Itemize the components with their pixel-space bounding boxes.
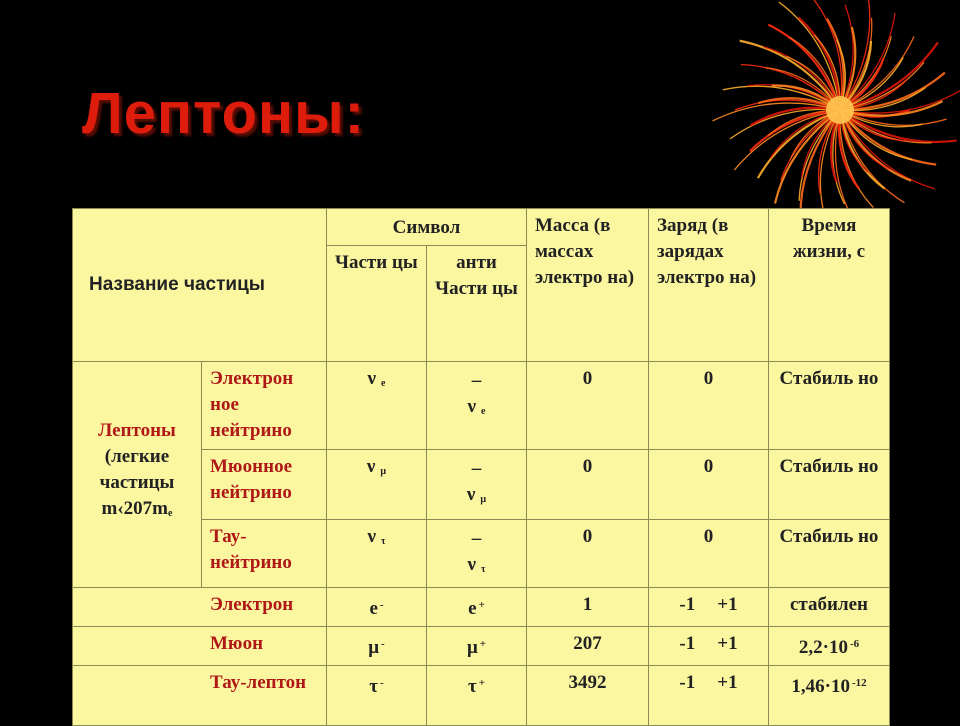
symbol-index: τ: [380, 536, 386, 547]
particle-symbol: [327, 666, 427, 726]
symbol-letter: e: [369, 598, 378, 619]
lifetime-value: [769, 666, 890, 726]
header-lifetime: Время жизни, с: [769, 209, 890, 362]
particle-name: Мюон: [73, 627, 327, 666]
lifetime-exp: -12: [851, 677, 867, 689]
anti-letter: ν: [467, 396, 477, 417]
charge-a: -1: [679, 594, 696, 615]
particle-symbol: [327, 450, 427, 520]
particle-symbol: [327, 362, 427, 450]
anti-letter: τ: [467, 676, 477, 697]
mass-value: 207: [527, 627, 649, 666]
symbol-index: -: [379, 599, 384, 611]
anti-letter: e: [468, 598, 477, 619]
header-charge: Заряд (в зарядах электро на): [649, 209, 769, 362]
anti-letter: ν: [467, 554, 476, 575]
antiparticle-symbol: [427, 450, 527, 520]
lifetime-value: [769, 362, 890, 450]
lifetime-value: [769, 520, 890, 588]
antiparticle-symbol: [427, 362, 527, 450]
anti-letter: ν: [466, 484, 476, 505]
table-row: [73, 362, 890, 450]
lifetime-base: Стабиль но: [779, 456, 879, 477]
lifetime-value: [769, 450, 890, 520]
charge-b: +1: [717, 672, 738, 693]
anti-index: +: [478, 599, 485, 611]
group-name: Лептоны: [98, 420, 176, 441]
lifetime-value: [769, 627, 890, 666]
charge-value: 0: [649, 362, 769, 450]
anti-index: e: [481, 406, 486, 417]
symbol-letter: τ: [369, 676, 379, 697]
antiparticle-symbol: [427, 627, 527, 666]
table-row: [73, 666, 890, 726]
anti-index: +: [478, 677, 486, 689]
symbol-index: e: [381, 378, 386, 389]
header-mass: Масса (в массах электро на): [527, 209, 649, 362]
antiparticle-symbol: [427, 520, 527, 588]
lifetime-base: 1,46·10: [791, 676, 850, 697]
symbol-index: μ: [380, 466, 387, 477]
charge-value: [649, 627, 769, 666]
burst-core: [826, 96, 854, 124]
particle-name: Тау-лептон: [73, 666, 327, 726]
anti-index: τ: [480, 564, 486, 575]
lifetime-exp: -6: [849, 638, 860, 650]
header-particle-name: Название частицы: [73, 209, 327, 362]
lifetime-value: [769, 588, 890, 627]
charge-value: [649, 588, 769, 627]
symbol-letter: ν: [367, 368, 377, 389]
mass-value: 0: [527, 362, 649, 450]
header-antiparticles: анти Части цы: [427, 246, 527, 362]
particle-name: Тау-нейтрино: [202, 520, 327, 588]
slide-title: Лептоны:: [82, 81, 365, 146]
mass-value: 0: [527, 520, 649, 588]
antiparticle-symbol: [427, 588, 527, 627]
header-particles: Части цы: [327, 246, 427, 362]
anti-bar: –: [471, 370, 482, 391]
particle-symbol: [327, 520, 427, 588]
table-row: [73, 627, 890, 666]
particle-symbol: [327, 588, 427, 627]
symbol-letter: ν: [366, 456, 376, 477]
charge-value: 0: [649, 450, 769, 520]
anti-letter: μ: [466, 637, 478, 658]
lifetime-base: стабилен: [790, 594, 868, 615]
charge-value: [649, 666, 769, 726]
table-row: [73, 588, 890, 627]
leptons-table: [72, 208, 890, 726]
group-mass: [81, 496, 193, 527]
particle-name: Электрон: [73, 588, 327, 627]
mass-value: 3492: [527, 666, 649, 726]
anti-bar: –: [471, 528, 482, 549]
group-mass-sub: e: [168, 508, 173, 519]
anti-bar: –: [471, 458, 482, 479]
charge-b: +1: [717, 594, 738, 615]
antiparticle-symbol: [427, 666, 527, 726]
charge-a: -1: [679, 633, 696, 654]
anti-index: +: [479, 638, 487, 650]
symbol-letter: μ: [368, 637, 380, 658]
symbol-index: -: [381, 638, 385, 650]
charge-value: 0: [649, 520, 769, 588]
particle-name: Электрон ное нейтрино: [202, 362, 327, 450]
lifetime-base: Стабиль но: [779, 368, 879, 389]
lifetime-base: Стабиль но: [779, 526, 879, 547]
symbol-letter: ν: [367, 526, 376, 547]
group-mass-base: m‹207m: [101, 498, 169, 519]
mass-value: 0: [527, 450, 649, 520]
particle-symbol: [327, 627, 427, 666]
charge-a: -1: [679, 672, 696, 693]
group-desc: (легкие частицы: [99, 446, 175, 493]
particle-name: Мюонное нейтрино: [202, 450, 327, 520]
mass-value: 1: [527, 588, 649, 627]
group-cell: [73, 362, 202, 588]
charge-b: +1: [717, 633, 738, 654]
symbol-index: -: [380, 677, 384, 689]
header-symbol: Символ: [327, 209, 527, 246]
lifetime-base: 2,2·10: [798, 637, 848, 658]
anti-index: μ: [480, 494, 487, 505]
